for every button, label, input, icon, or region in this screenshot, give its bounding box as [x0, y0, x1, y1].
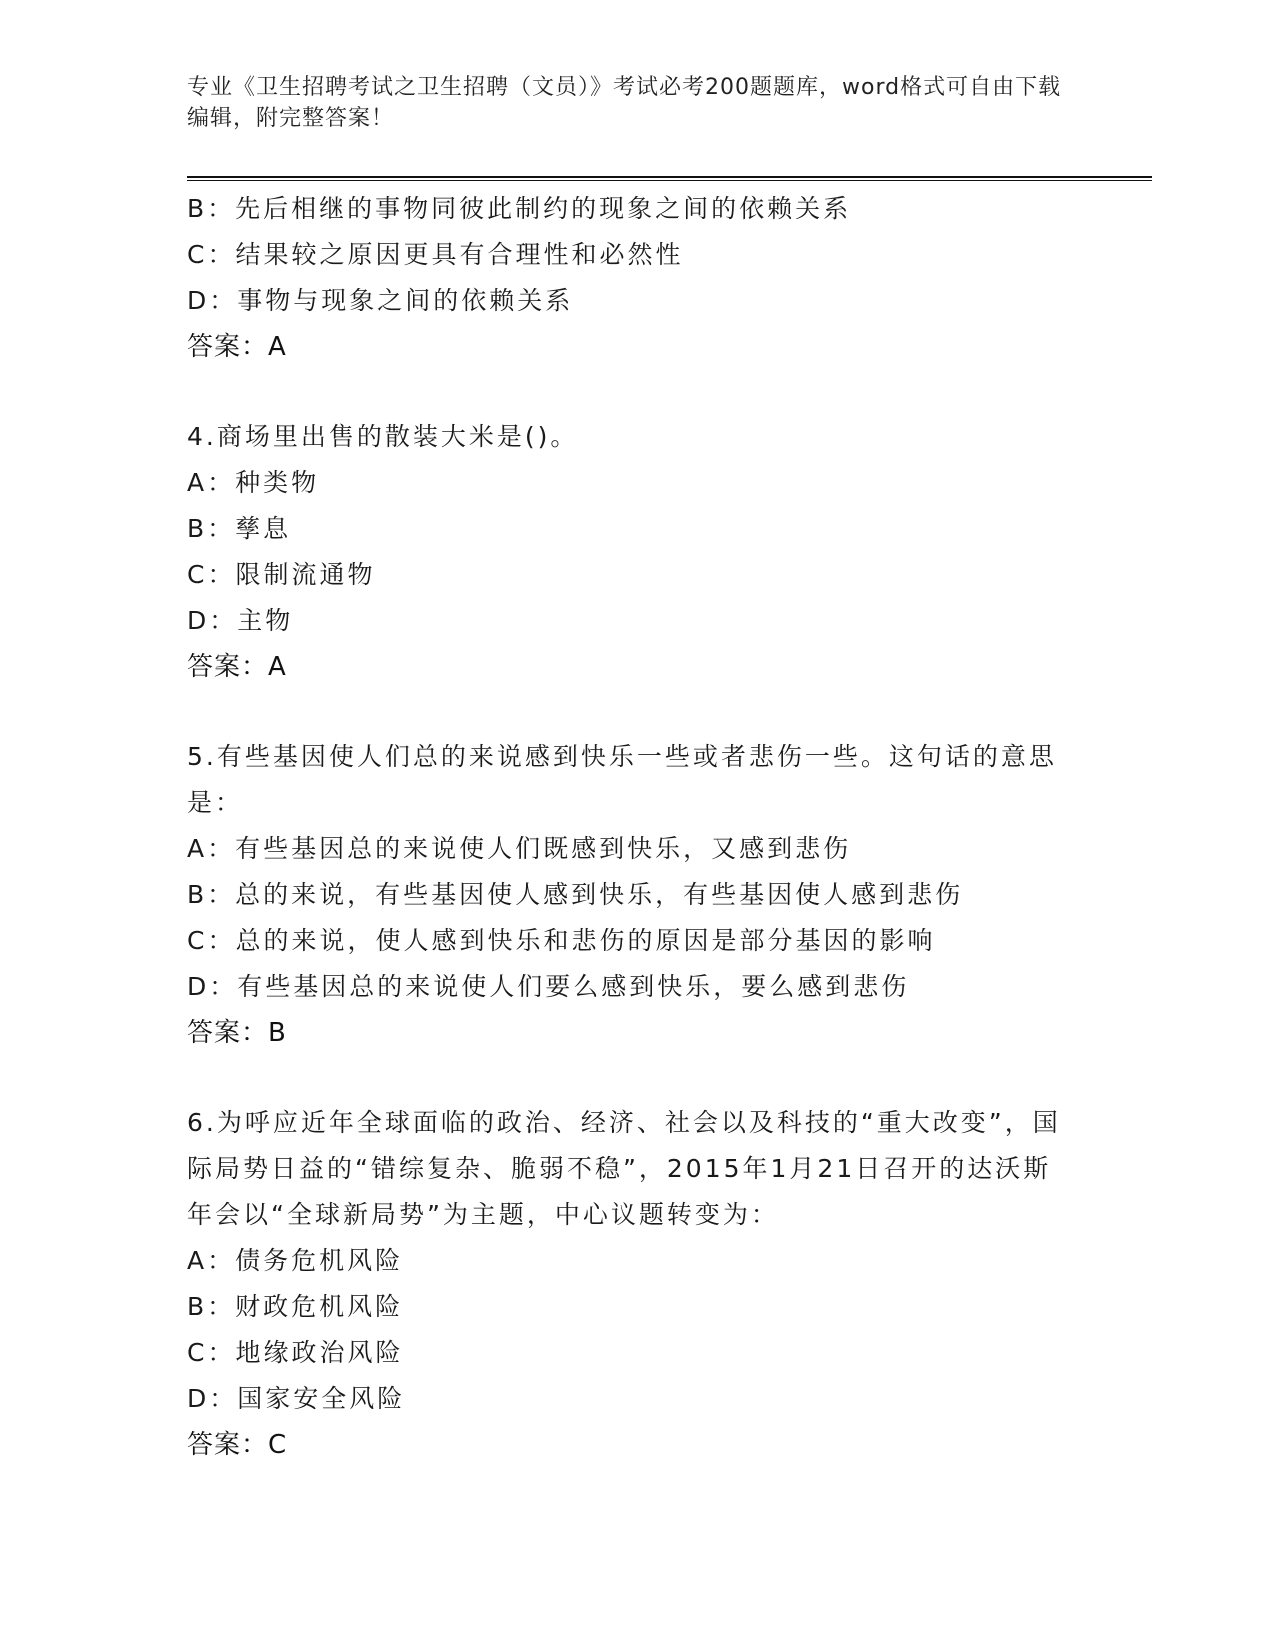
option-a: A：债务危机风险 — [187, 1246, 404, 1275]
question-stem: 6.为呼应近年全球面临的政治、经济、社会以及科技的“重大改变”，国际局势日益的“错综复杂、脆弱不稳”，2015年1月21日召开的达沃斯年会以“全球新局势”为主题，中心议题转变为： — [187, 1108, 1061, 1229]
option-c: C：限制流通物 — [187, 560, 376, 589]
option-b: B：先后相继的事物同彼此制约的现象之间的依赖关系 — [187, 194, 852, 223]
spacer — [187, 370, 1087, 414]
spacer — [187, 690, 1087, 734]
option-c: C：总的来说，使人感到快乐和悲伤的原因是部分基因的影响 — [187, 926, 936, 955]
option-b: B：总的来说，有些基因使人感到快乐，有些基因使人感到悲伤 — [187, 880, 964, 909]
question-5 — [187, 734, 1087, 1056]
option-d: D：事物与现象之间的依赖关系 — [187, 286, 574, 315]
option-d: D：主物 — [187, 606, 294, 635]
option-d: D：有些基因总的来说使人们要么感到快乐，要么感到悲伤 — [187, 972, 910, 1001]
answer: 答案：C — [187, 1430, 288, 1460]
answer: 答案：A — [187, 652, 287, 682]
option-d: D：国家安全风险 — [187, 1384, 406, 1413]
header-divider — [187, 176, 1152, 181]
option-b: B：财政危机风险 — [187, 1292, 404, 1321]
option-c: C：地缘政治风险 — [187, 1338, 404, 1367]
question-stem: 4.商场里出售的散装大米是()。 — [187, 422, 579, 451]
spacer — [187, 1056, 1087, 1100]
option-a: A：种类物 — [187, 468, 320, 497]
document-header: 专业《卫生招聘考试之卫生招聘（文员）》考试必考200题题库，word格式可自由下载编辑，附完整答案！ — [187, 75, 1062, 131]
option-b: B：孳息 — [187, 514, 292, 543]
question-stem: 5.有些基因使人们总的来说感到快乐一些或者悲伤一些。这句话的意思是： — [187, 742, 1057, 817]
question-4 — [187, 414, 1087, 690]
option-c: C：结果较之原因更具有合理性和必然性 — [187, 240, 684, 269]
question-3-continued — [187, 186, 1087, 370]
question-list — [187, 186, 1087, 1468]
option-a: A：有些基因总的来说使人们既感到快乐，又感到悲伤 — [187, 834, 852, 863]
answer: 答案：A — [187, 332, 287, 362]
answer: 答案：B — [187, 1018, 287, 1048]
question-6 — [187, 1100, 1087, 1468]
